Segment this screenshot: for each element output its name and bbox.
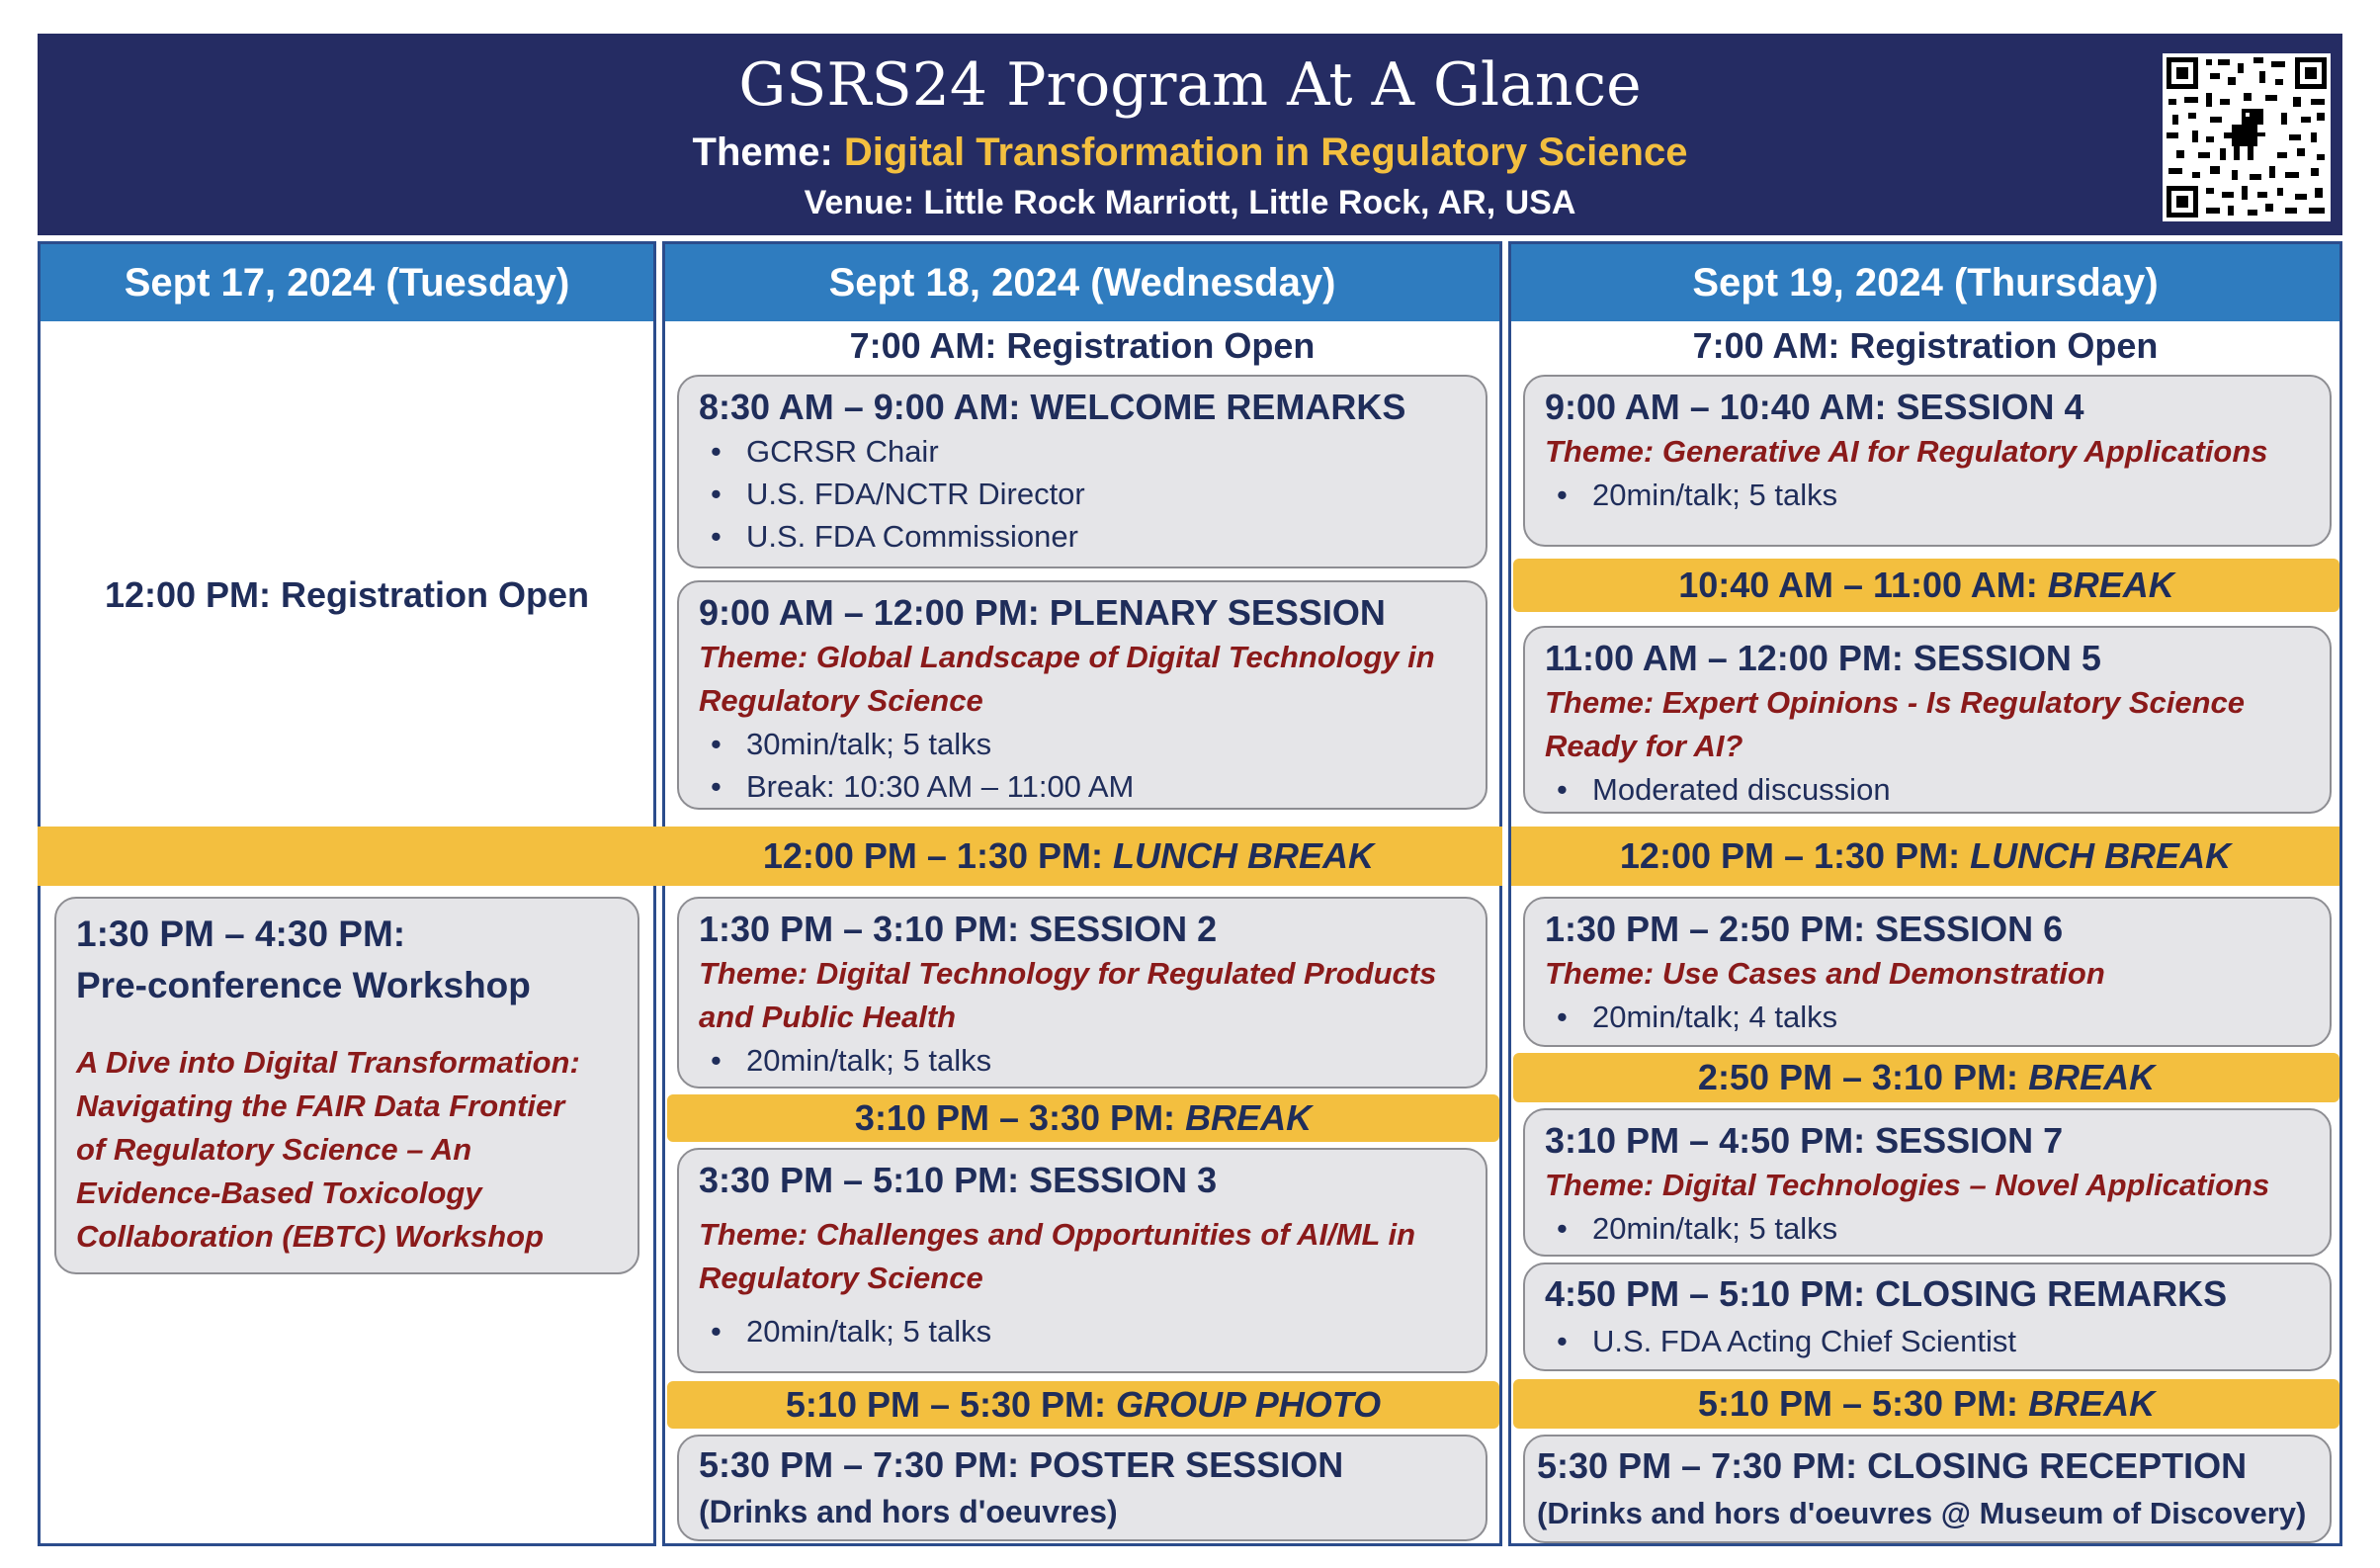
session-subtitle: (Drinks and hors d'oeuvres) (699, 1494, 1118, 1529)
workshop-box[interactable] (54, 897, 639, 1274)
registration-open: 7:00 AM: Registration Open (1692, 325, 2159, 366)
venue: Venue: Little Rock Marriott, Little Rock, AR, USA (804, 184, 1576, 221)
day-heading: Sept 19, 2024 (Thursday) (1511, 244, 2339, 321)
day-heading: Sept 17, 2024 (Tuesday) (41, 244, 653, 321)
closing-reception-box[interactable] (1523, 1435, 2332, 1543)
session-theme: Regulatory Science (699, 1261, 983, 1295)
break-time: 2:50 PM – 3:10 PM: (1697, 1057, 2019, 1097)
session-title: 3:30 PM – 5:10 PM: SESSION 3 (699, 1160, 1218, 1200)
session-theme: Theme: Digital Technologies – Novel Applications (1545, 1168, 2270, 1202)
break-band (1513, 559, 2339, 612)
break-time: 5:10 PM – 5:30 PM: (1697, 1383, 2019, 1424)
theme-value: Digital Transformation in Regulatory Science (843, 131, 1688, 174)
closing-remarks-box[interactable] (1523, 1263, 2332, 1371)
day-column-thursday (1508, 241, 2342, 1546)
session-subtitle: (Drinks and hors d'oeuvres @ Museum of Discovery) (1537, 1496, 2307, 1530)
bullet-item: • GCRSR Chair (746, 430, 1468, 473)
lunch-label: LUNCH BREAK (1113, 835, 1374, 876)
bullet-item: • 20min/talk; 5 talks (1592, 1207, 2312, 1250)
session-2-box[interactable] (677, 897, 1488, 1089)
session-title: 9:00 AM – 12:00 PM: PLENARY SESSION (699, 592, 1386, 633)
day-heading: Sept 18, 2024 (Wednesday) (665, 244, 1499, 321)
bullet-item: • U.S. FDA Acting Chief Scientist (1592, 1320, 2310, 1362)
break-band (1513, 1053, 2339, 1102)
break-time: 3:10 PM – 3:30 PM: (854, 1097, 1176, 1138)
workshop-theme-line: A Dive into Digital Transformation: (76, 1045, 580, 1080)
session-title: 1:30 PM – 2:50 PM: SESSION 6 (1545, 909, 2064, 949)
break-label: GROUP PHOTO (1116, 1384, 1382, 1425)
session-7-box[interactable] (1523, 1108, 2332, 1257)
poster-session-box[interactable] (677, 1435, 1488, 1541)
bullet-item: • Break: 10:30 AM – 11:00 AM (746, 765, 1468, 808)
break-band (667, 1094, 1499, 1142)
break-label: BREAK (2028, 1383, 2156, 1424)
page-title: GSRS24 Program At A Glance (738, 50, 1642, 120)
session-5-box[interactable] (1523, 626, 2332, 814)
session-theme: Theme: Generative AI for Regulatory Applications (1545, 434, 2268, 469)
welcome-remarks-box[interactable] (677, 375, 1488, 568)
bullet-item: • 30min/talk; 5 talks (746, 723, 1468, 765)
session-4-box[interactable] (1523, 375, 2332, 547)
session-theme: Regulatory Science (699, 683, 983, 718)
break-time: 10:40 AM – 11:00 AM: (1678, 565, 2038, 605)
session-title: 3:10 PM – 4:50 PM: SESSION 7 (1545, 1120, 2064, 1161)
session-6-box[interactable] (1523, 897, 2332, 1047)
lunch-time: 12:00 PM – 1:30 PM: (762, 835, 1103, 876)
session-theme: Theme: Global Landscape of Digital Technology in (699, 640, 1435, 674)
session-title: 4:50 PM – 5:10 PM: CLOSING REMARKS (1545, 1273, 2228, 1314)
break-label: BREAK (1185, 1097, 1313, 1138)
theme-label: Theme: (692, 131, 833, 174)
session-title: 1:30 PM – 3:10 PM: SESSION 2 (699, 909, 1218, 949)
bullet-item: • U.S. FDA/NCTR Director (746, 473, 1468, 515)
session-theme: and Public Health (699, 1000, 957, 1034)
bullet-item: • 20min/talk; 5 talks (1592, 474, 2312, 516)
bullet-item: • 20min/talk; 4 talks (1592, 996, 2312, 1038)
session-theme: Theme: Expert Opinions - Is Regulatory Science (1545, 685, 2246, 720)
registration-open: 7:00 AM: Registration Open (849, 325, 1316, 366)
qr-code-icon[interactable] (2163, 53, 2331, 221)
break-time: 5:10 PM – 5:30 PM: (785, 1384, 1107, 1425)
lunch-label: LUNCH BREAK (1970, 835, 2232, 876)
registration-open: 12:00 PM: Registration Open (104, 574, 590, 615)
break-band (1513, 1379, 2339, 1429)
workshop-time: 1:30 PM – 4:30 PM: (76, 914, 406, 954)
bullet-item: • Moderated discussion (1592, 768, 2312, 811)
plenary-session-box[interactable] (677, 580, 1488, 810)
workshop-title: Pre-conference Workshop (76, 965, 531, 1005)
day-column-wednesday (662, 241, 1502, 1546)
session-title: 5:30 PM – 7:30 PM: CLOSING RECEPTION (1537, 1445, 2248, 1486)
bullet-item: • U.S. FDA Commissioner (746, 515, 1468, 558)
group-photo-band (667, 1381, 1499, 1429)
session-theme: Theme: Use Cases and Demonstration (1545, 956, 2105, 991)
lunch-break-band (38, 827, 1502, 886)
workshop-theme-line: Evidence-Based Toxicology (76, 1176, 482, 1210)
bullet-item: • 20min/talk; 5 talks (746, 1039, 1468, 1082)
session-title: 11:00 AM – 12:00 PM: SESSION 5 (1545, 638, 2101, 678)
workshop-theme-line: Collaboration (EBTC) Workshop (76, 1219, 545, 1254)
day-column-tuesday (38, 241, 656, 1546)
session-title: 9:00 AM – 10:40 AM: SESSION 4 (1545, 387, 2084, 427)
session-title: 8:30 AM – 9:00 AM: WELCOME REMARKS (699, 387, 1406, 427)
conference-theme (38, 123, 2342, 182)
session-theme: Theme: Digital Technology for Regulated Products (699, 956, 1437, 991)
header-banner (38, 34, 2342, 235)
break-label: BREAK (2028, 1057, 2156, 1097)
session-theme: Ready for AI? (1545, 729, 1743, 763)
session-3-box[interactable] (677, 1148, 1488, 1373)
session-title: 5:30 PM – 7:30 PM: POSTER SESSION (699, 1444, 1344, 1485)
lunch-time: 12:00 PM – 1:30 PM: (1619, 835, 1961, 876)
session-theme: Theme: Challenges and Opportunities of AI/ML in (699, 1217, 1416, 1252)
workshop-theme-line: Navigating the FAIR Data Frontier (76, 1089, 565, 1123)
bullet-item: • 20min/talk; 5 talks (746, 1310, 1468, 1352)
break-label: BREAK (2047, 565, 2174, 605)
workshop-theme-line: of Regulatory Science – An (76, 1132, 472, 1167)
